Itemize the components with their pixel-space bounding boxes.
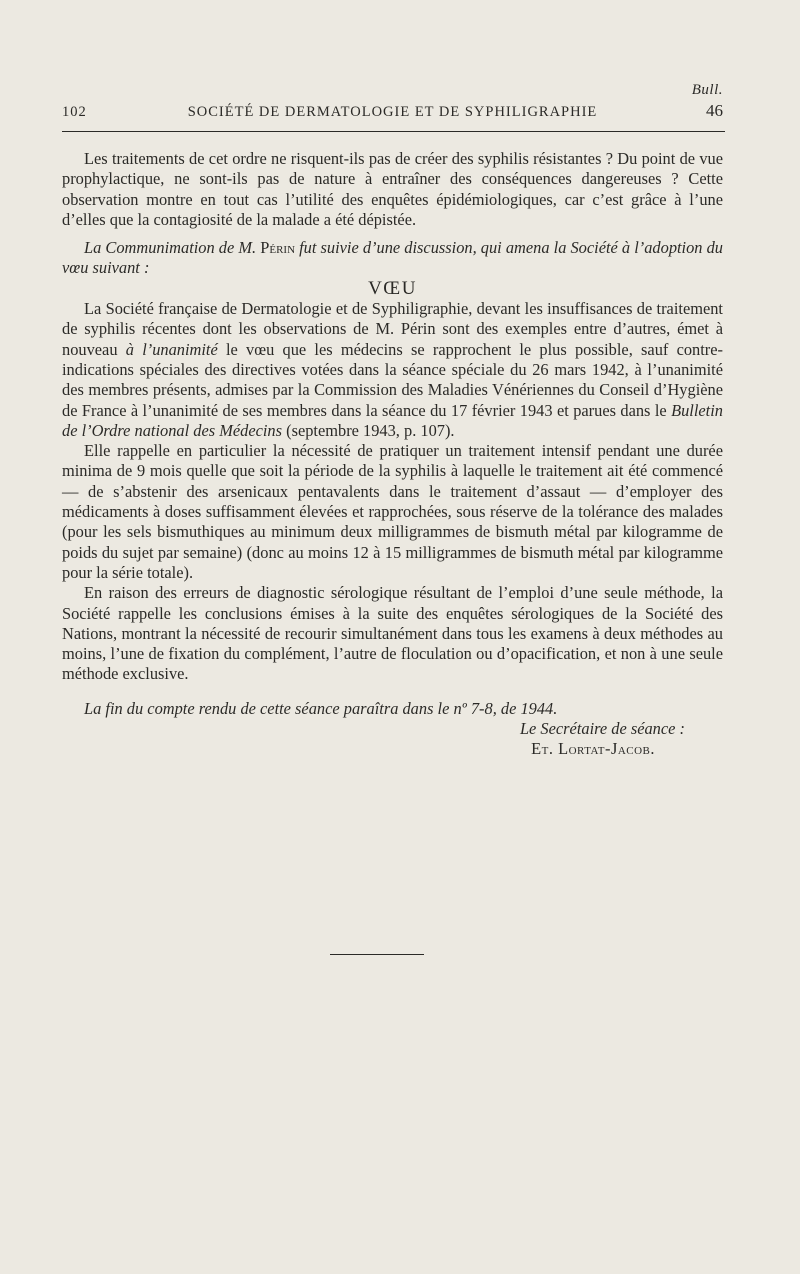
bulletin-title: Bulletin de l’Ordre national des Médecins <box>62 400 723 440</box>
page-number: 102 <box>62 104 87 120</box>
header-rule <box>62 131 725 132</box>
volume-number: 46 <box>706 101 723 120</box>
author-name: Périn <box>260 238 296 258</box>
paragraph-2-start: La Communimation de M. <box>84 238 261 258</box>
paragraph-5: En raison des erreurs de diagnostic sérologique résultant de l’emploi d’une seule méthode, la Société rappelle les conclusions émises à la suite des enquêtes sérologiques de la Société des Nations, montrant la nécessité de recourir simultanément dans tous les examens à deux méthodes au moins, l’une de fixation du complément, l’autre de floculation ou d’opacification, et non à une seule méthode exclusive. <box>62 583 723 684</box>
signature-line-2: Et. Lortat-Jacob. <box>531 739 655 759</box>
running-title: SOCIÉTÉ DE DERMATOLOGIE ET DE SYPHILIGRAPHIE <box>187 104 598 120</box>
running-header <box>62 101 723 123</box>
paragraph-1: Les traitements de cet ordre ne risquent-ils pas de créer des syphilis résistantes ? Du point de vue prophylactique, ne sont-ils pas de nature à entraîner des conséquences dangereuses ? Cette observation montre en tout cas l’utilité des enquêtes épidémiologiques, car c’est grâce à l’une d’elles que la contagiosité de la malade a été dépistée. <box>62 149 723 229</box>
paragraph-3-emphasis: à l’unanimité <box>125 339 218 359</box>
paragraph-2 <box>62 238 723 279</box>
paragraph-4: Elle rappelle en particulier la nécessité de pratiquer un traitement intensif pendant une durée minima de 9 mois quelle que soit la période de la syphilis à laquelle le traitement ait été commencé — de s’abstenir des arsenicaux pentavalents dans le traitement d’assaut — d’employer des médicaments à doses suffisamment élevées et rapprochées, sous réserve de la tolérance des malades (pour les sels bismuthiques au minimum deux milligrammes de bismuth métal par kilogramme de poids du sujet par semaine) (donc au moins 12 à 15 milligrammes de bismuth métal par kilogramme pour la série totale). <box>62 441 723 582</box>
paragraph-6: La fin du compte rendu de cette séance paraîtra dans le nº 7-8, de 1944. <box>84 698 558 718</box>
end-rule <box>330 954 424 955</box>
paragraph-3-part-b: le vœu que les médecins se rapprochent le plus possible, sauf contre-indications spéciales des directives votées dans la séance spéciale du 26 mars 1942, à l’unanimité des membres présents, admises par la Commission des Maladies Vénériennes du Conseil d’Hygiène de France à l’unanimité de ses membres dans la séance du 17 février 1943 et parues dans le <box>62 339 723 420</box>
paragraph-3 <box>62 299 723 441</box>
paragraph-3-part-a: La Société française de Dermatologie et de Syphiligraphie, devant les insuffisances de traitement de syphilis récentes dont les observations de M. Périn sont des exemples entre d’autres, émet à nouveau <box>62 299 723 359</box>
handwritten-annotation: Bull. <box>691 82 723 98</box>
paragraph-3-part-c: (septembre 1943, p. 107). <box>282 420 455 440</box>
body-text <box>62 149 723 760</box>
signature-line-1: Le Secrétaire de séance : <box>519 719 685 739</box>
section-title: VŒU <box>368 277 417 299</box>
paragraph-2-end: fut suivie d’une discussion, qui amena la Société à l’adoption du vœu suivant : <box>62 238 724 278</box>
